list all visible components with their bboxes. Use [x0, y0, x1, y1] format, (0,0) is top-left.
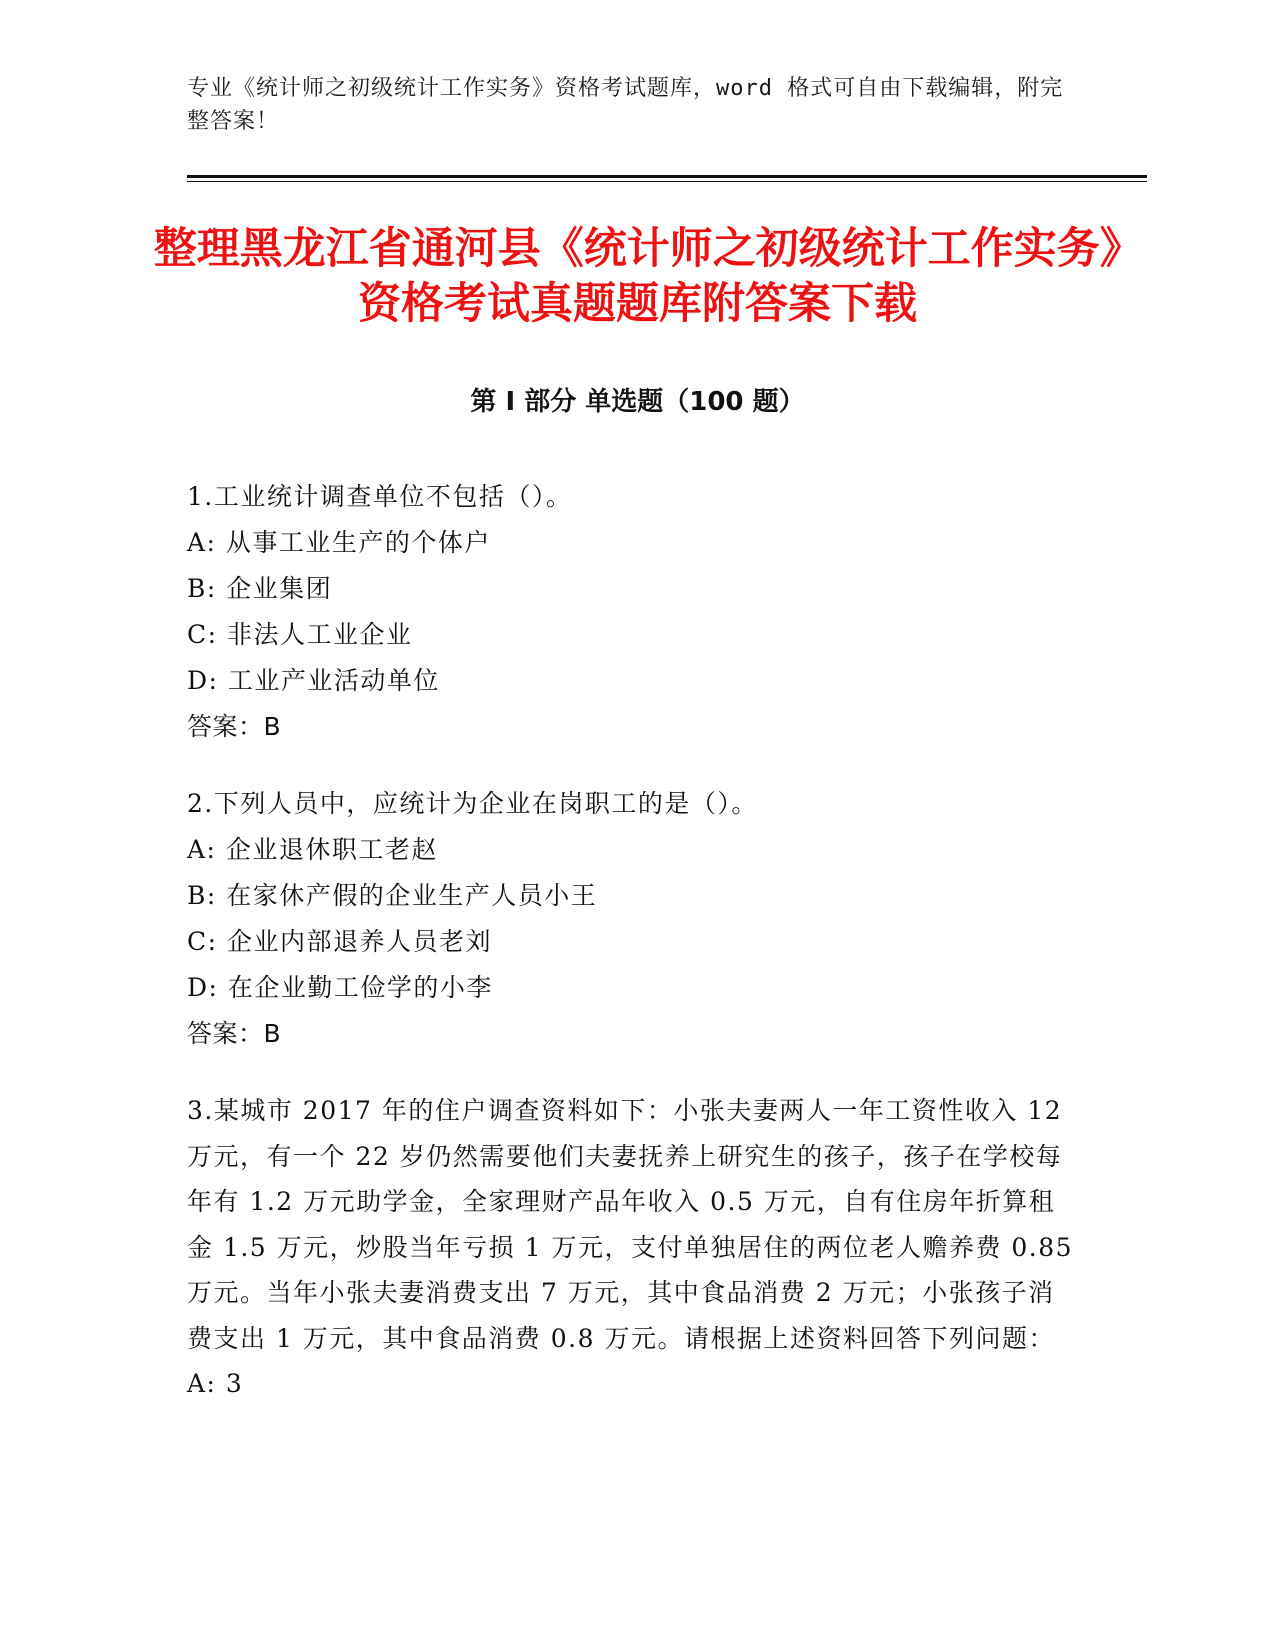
section-heading: 第 I 部分 单选题（100 题）	[470, 387, 805, 417]
option-a: A: 企业退休职工老赵	[187, 835, 438, 864]
question-stem: 3.某城市 2017 年的住户调查资料如下：小张夫妻两人一年工资性收入 12 万元，有一个 22 岁仍然需要他们夫妻抚养上研究生的孩子，孩子在学校每年有 1.2 万元助学金，全家理财产品年收入 0.5 万元，自有住房年折算租金 1.5 万元，炒股当年亏损 1 万元，支付单独居住的两位老人赡养费 0.85 万元。当年小张夫妻消费支出 7 万元，其中食品消费 2 万元；小张孩子消费支出 1 万元，其中食品消费 0.8 万元。请根据上述资料回答下列问题：	[187, 1096, 1074, 1353]
option-d: D: 工业产业活动单位	[187, 666, 440, 695]
header-note: 专业《统计师之初级统计工作实务》资格考试题库，word 格式可自由下载编辑，附完整答案！	[187, 76, 1064, 134]
document-title: 整理黑龙江省通河县《统计师之初级统计工作实务》资格考试真题题库附答案下载	[153, 224, 1122, 329]
question-list	[187, 474, 1077, 1438]
answer-line: 答案：B	[187, 712, 282, 741]
question-3	[187, 1088, 1077, 1407]
option-c: C: 企业内部退养人员老刘	[187, 927, 492, 956]
option-b: B: 在家休产假的企业生产人员小王	[187, 881, 598, 910]
answer-line: 答案：B	[187, 1019, 282, 1048]
option-a: A: 3	[187, 1369, 244, 1398]
header-divider-thin	[187, 181, 1147, 182]
header-divider-thick	[187, 175, 1147, 178]
option-b: B: 企业集团	[187, 574, 333, 603]
question-1	[187, 474, 1077, 750]
question-stem: 2.下列人员中，应统计为企业在岗职工的是（）。	[187, 789, 758, 818]
option-d: D: 在企业勤工俭学的小李	[187, 973, 493, 1002]
question-2	[187, 781, 1077, 1057]
question-stem: 1.工业统计调查单位不包括（）。	[187, 482, 573, 511]
option-a: A: 从事工业生产的个体户	[187, 528, 491, 557]
option-c: C: 非法人工业企业	[187, 620, 413, 649]
